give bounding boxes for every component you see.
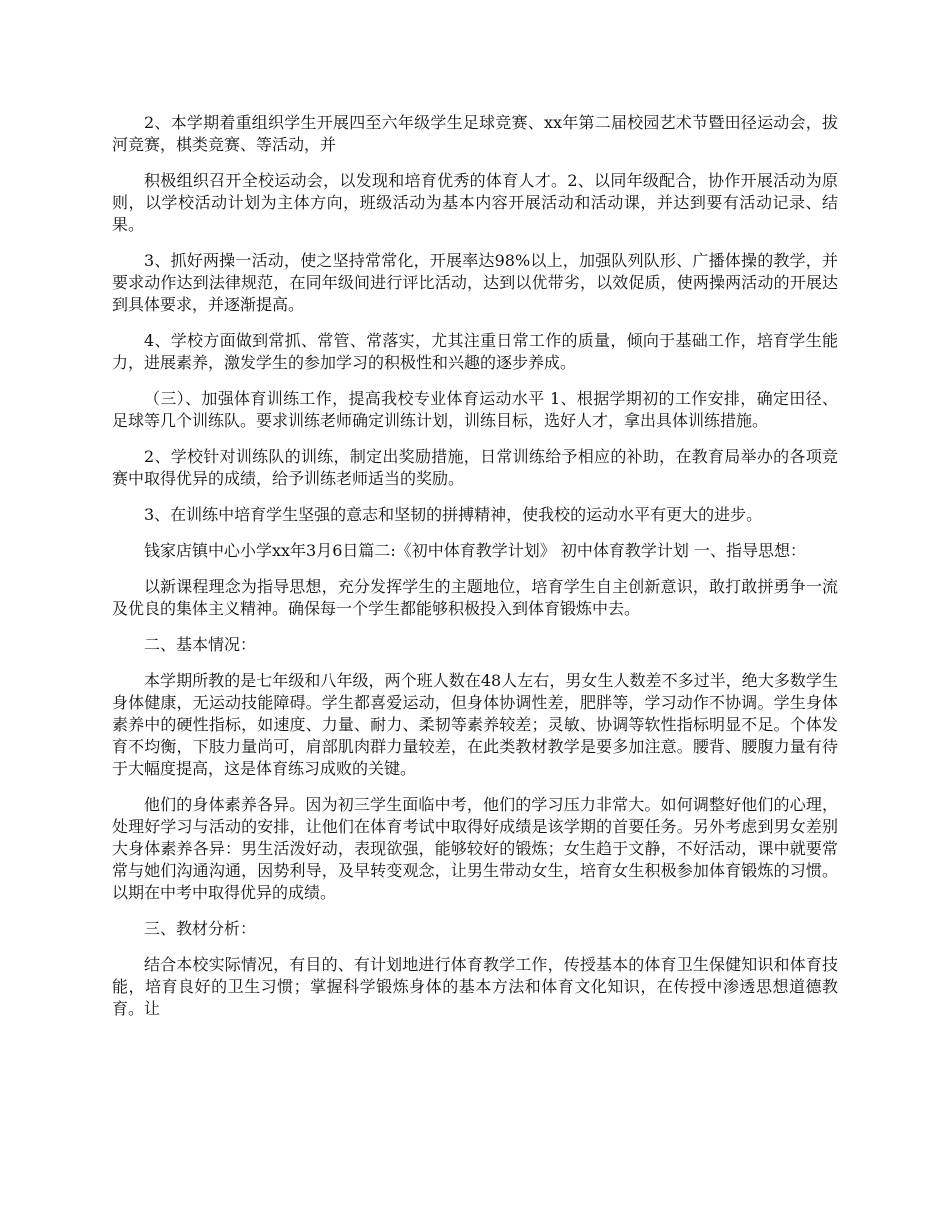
- paragraph-8: 钱家店镇中心小学xx年3月6日篇二:《初中体育教学计划》 初中体育教学计划 一、指导思想：: [144, 541, 806, 560]
- paragraph-9: 以新课程理念为指导思想，充分发挥学生的主题地位，培育学生自主创新意识，敢打敢拼勇争一流及优良的集体主义精神。确保每一个学生都能够积极投入到体育锻炼中去。: [112, 577, 838, 618]
- paragraph-12: 他们的身体素养各异。因为初三学生面临中考，他们的学习压力非常大。如何调整好他们的心理，处理好学习与活动的安排，让他们在体育考试中取得好成绩是该学期的首要任务。另外考虑到男女差别大身体素养各异：男生活泼好动，表现欲强，能够较好的锻炼；女生趋于文静，不好活动，课中就要常常与她们沟通沟通，因势利导，及早转变观念，让男生带动女生，培育女生积极参加体育锻炼的习惯。以期在中考中取得优异的成绩。: [112, 795, 838, 902]
- section-heading-basic-situation: 二、基本情况：: [144, 635, 257, 654]
- paragraph-11: 本学期所教的是七年级和八年级，两个班人数在48人左右，男女生人数差不多过半，绝大多数学生身体健康，无运动技能障碍。学生都喜爱运动，但身体协调性差，肥胖等，学习动作不协调。学生身体素养中的硬性指标，如速度、力量、耐力、柔韧等素养较差；灵敏、协调等软性指标明显不足。个体发育不均衡，下肢力量尚可，肩部肌肉群力量较差，在此类教材教学是要多加注意。腰背、腰腹力量有待于大幅度提高，这是体育练习成败的关键。: [112, 671, 838, 778]
- paragraph-7: 3、在训练中培育学生坚强的意志和坚韧的拼搏精神，使我校的运动水平有更大的进步。: [144, 505, 763, 524]
- paragraph-4: 4、学校方面做到常抓、常管、常落实，尤其注重日常工作的质量，倾向于基础工作，培育学生能力，进展素养，激发学生的参加学习的积极性和兴趣的逐步养成。: [112, 331, 838, 372]
- paragraph-2: 积极组织召开全校运动会，以发现和培育优秀的体育人才。2、以同年级配合，协作开展活动为原则，以学校活动计划为主体方向，班级活动为基本内容开展活动和活动课，并达到要有活动记录、结果。: [112, 171, 838, 234]
- paragraph-6: 2、学校针对训练队的训练，制定出奖励措施，日常训练给予相应的补助，在教育局举办的各项竞赛中取得优异的成绩，给予训练老师适当的奖励。: [112, 447, 838, 488]
- paragraph-5: （三）、加强体育训练工作，提高我校专业体育运动水平 1、根据学期初的工作安排，确定田径、足球等几个训练队。要求训练老师确定训练计划，训练目标，选好人才，拿出具体训练措施。: [112, 389, 838, 430]
- paragraph-1: 2、本学期着重组织学生开展四至六年级学生足球竞赛、xx年第二届校园艺术节暨田径运动会，拔河竞赛，棋类竞赛、等活动，并: [112, 113, 838, 154]
- paragraph-14: 结合本校实际情况，有目的、有计划地进行体育教学工作，传授基本的体育卫生保健知识和体育技能，培育良好的卫生习惯；掌握科学锻炼身体的基本方法和体育文化知识，在传授中渗透思想道德教育。让: [112, 955, 838, 1018]
- document-page: [112, 112, 838, 1034]
- paragraph-3: 3、抓好两操一活动，使之坚持常常化，开展率达98%以上，加强队列队形、广播体操的教学，并要求动作达到法律规范，在同年级间进行评比活动，达到以优带劣，以效促质，使两操两活动的开展达到具体要求，并逐渐提高。: [112, 251, 838, 314]
- section-heading-textbook-analysis: 三、教材分析：: [144, 919, 257, 938]
